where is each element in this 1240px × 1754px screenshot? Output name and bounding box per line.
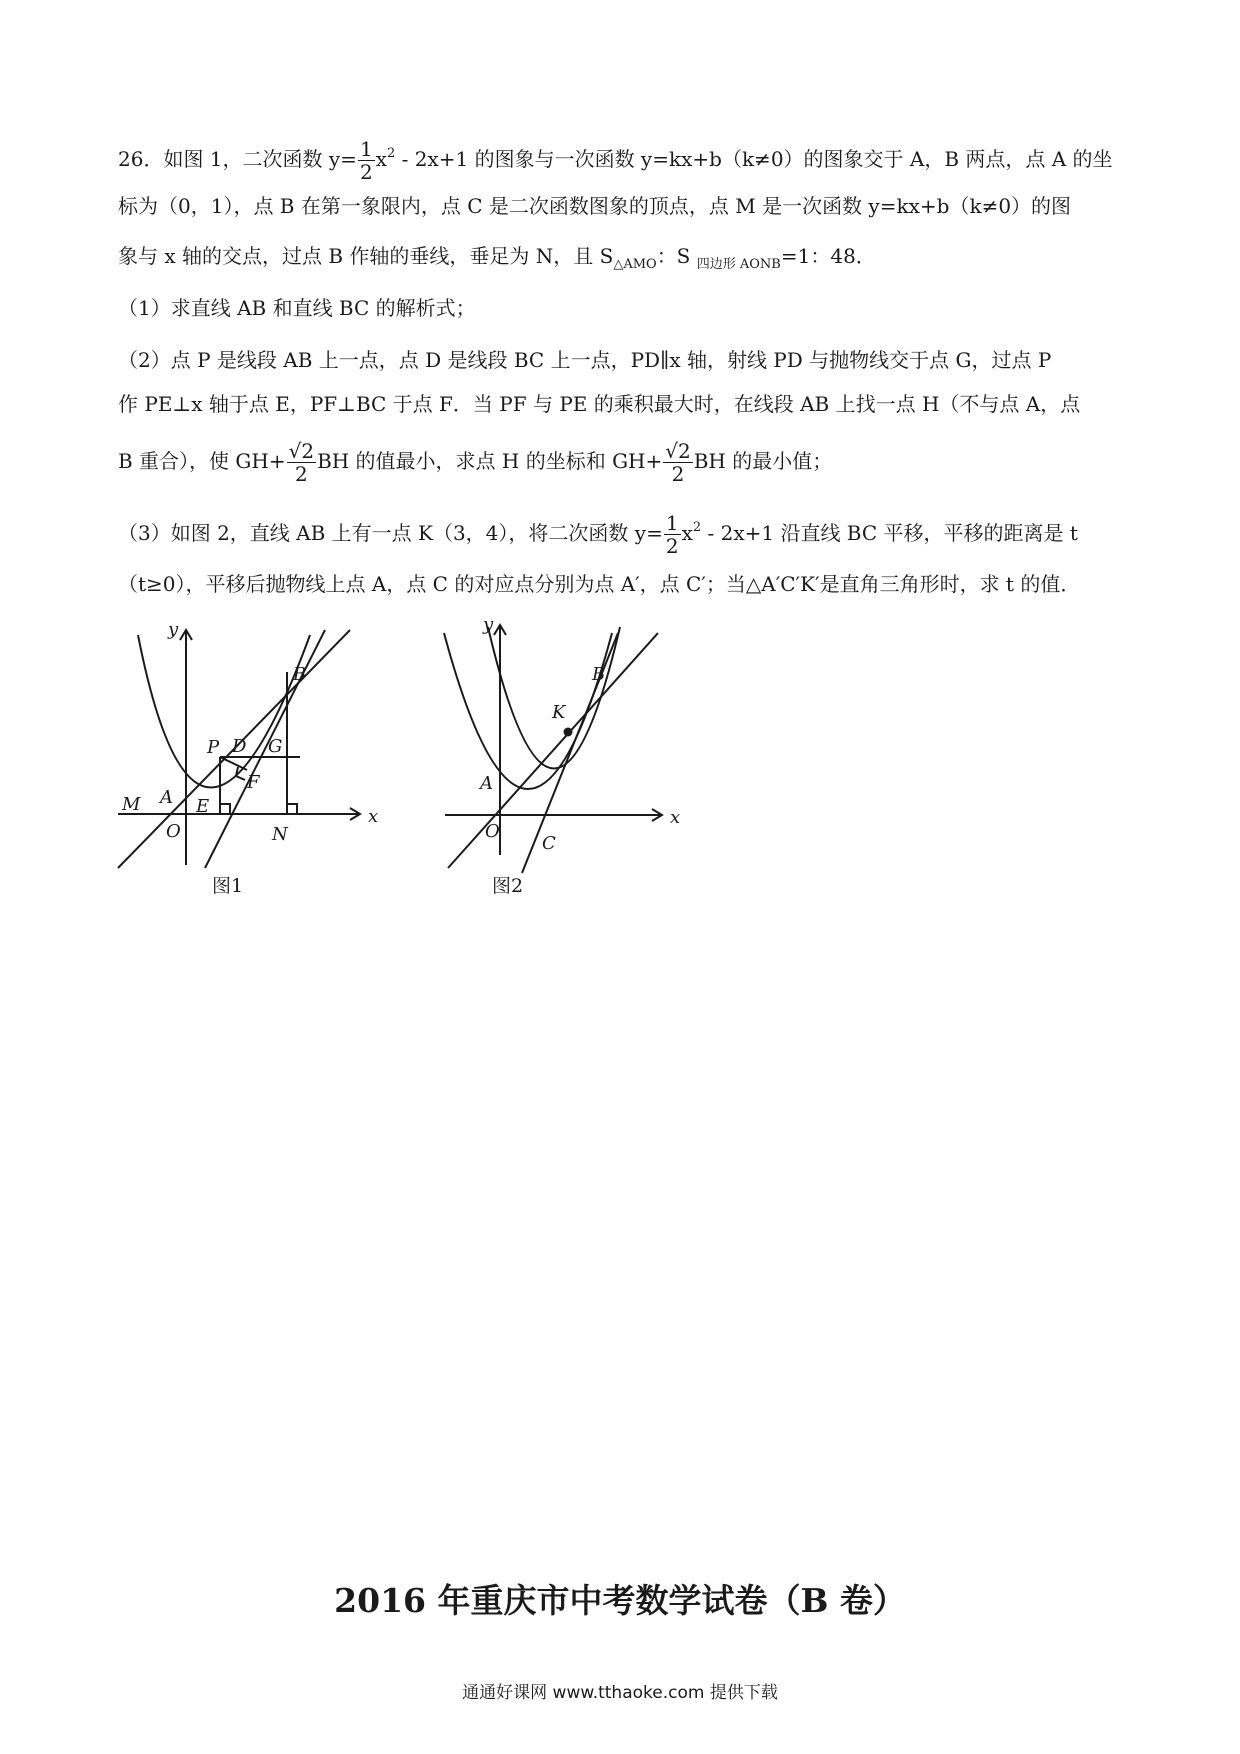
label-d: D — [232, 736, 247, 757]
segment-pf — [220, 757, 247, 770]
label-o: O — [485, 821, 500, 842]
text-segment: 26．如图 1，二次函数 y= — [118, 147, 357, 171]
label-o: O — [166, 821, 181, 842]
fraction-one-half: $\frac{1}{2}$ — [359, 137, 373, 184]
label-y: y — [168, 619, 179, 640]
label-x: x — [368, 806, 379, 827]
right-angle-e — [220, 804, 230, 814]
label-p: P — [207, 737, 220, 758]
figure-2-caption: 图2 — [492, 875, 524, 895]
question-3-line-1: （3）如图 2，直线 AB 上有一点 K（3，4），将二次函数 y= $\frac{1}{2}$ $x^2 - 2x+1$ 沿直线 BC 平移，平移的距离是 t — [118, 511, 1078, 558]
label-g: G — [268, 736, 283, 757]
exponent: 2 — [386, 146, 396, 161]
point-k — [564, 728, 573, 737]
problem-line-1: 26．如图 1，二次函数 y= $\frac{1}{2}$ $x^2 - 2x+1$ 的图象与一次函数 y=kx+b（k≠0）的图象交于 A，B 两点，点 A 的坐 — [118, 137, 1113, 184]
problem-line-3: 象与 x 轴的交点，过点 B 作轴的垂线，垂足为 N，且 $S_{\triangle AMO}$：S $_{四边形 AONB}$=1：48． — [118, 244, 876, 272]
label-c: C — [542, 833, 556, 854]
label-b: B — [592, 664, 606, 685]
fraction-sqrt2-over-2: $\frac{√2}{2}$ — [288, 439, 315, 486]
exam-title: 2016 年重庆市中考数学试卷（B 卷） — [334, 1581, 906, 1620]
question-3-line-2: （t≥0），平移后抛物线上点 A，点 C 的对应点分别为点 A′，点 C′；当△A′C′K′是直角三角形时，求 t 的值． — [118, 572, 1081, 596]
question-2-line-1: （2）点 P 是线段 AB 上一点，点 D 是线段 BC 上一点，PD∥x 轴，射线 PD 与抛物线交于点 G，过点 P — [118, 348, 1052, 372]
figure-1-caption: 图1 — [212, 875, 244, 897]
label-m: M — [122, 794, 141, 815]
figure-2 — [440, 605, 710, 895]
question-2-line-2: 作 PE⊥x 轴于点 E，PF⊥BC 于点 F．当 PF 与 PE 的乘积最大时，在线段 AB 上找一点 H（不与点 A，点 — [118, 392, 1081, 416]
label-y: y — [483, 614, 494, 635]
footer-text: 通通好课网 www.tthaoke.com 提供下载 — [462, 1683, 778, 1703]
label-a: A — [480, 773, 493, 794]
label-n: N — [272, 824, 288, 845]
question-1: （1）求直线 AB 和直线 BC 的解析式； — [118, 296, 476, 320]
label-f: F — [247, 772, 260, 793]
label-b: B — [293, 664, 307, 685]
right-angle-n — [287, 804, 297, 814]
fraction-one-half: $\frac{1}{2}$ — [665, 511, 679, 558]
figure-1 — [110, 610, 390, 900]
label-k: K — [552, 702, 566, 723]
fraction-sqrt2-over-2: $\frac{√2}{2}$ — [665, 439, 691, 486]
line-bc — [205, 630, 325, 868]
label-a: A — [160, 787, 173, 808]
problem-line-2: 标为（0，1），点 B 在第一象限内，点 C 是二次函数图象的顶点，点 M 是一次函数 y=kx+b（k≠0）的图 — [118, 194, 1072, 218]
label-x: x — [670, 807, 681, 828]
label-e: E — [196, 796, 210, 817]
question-2-line-3: B 重合），使 GH+ $\frac{√2}{2}$ BH 的值最小，求点 H 的坐标和 GH+ $\frac{√2}{2}$ BH 的最小值； — [118, 439, 833, 486]
